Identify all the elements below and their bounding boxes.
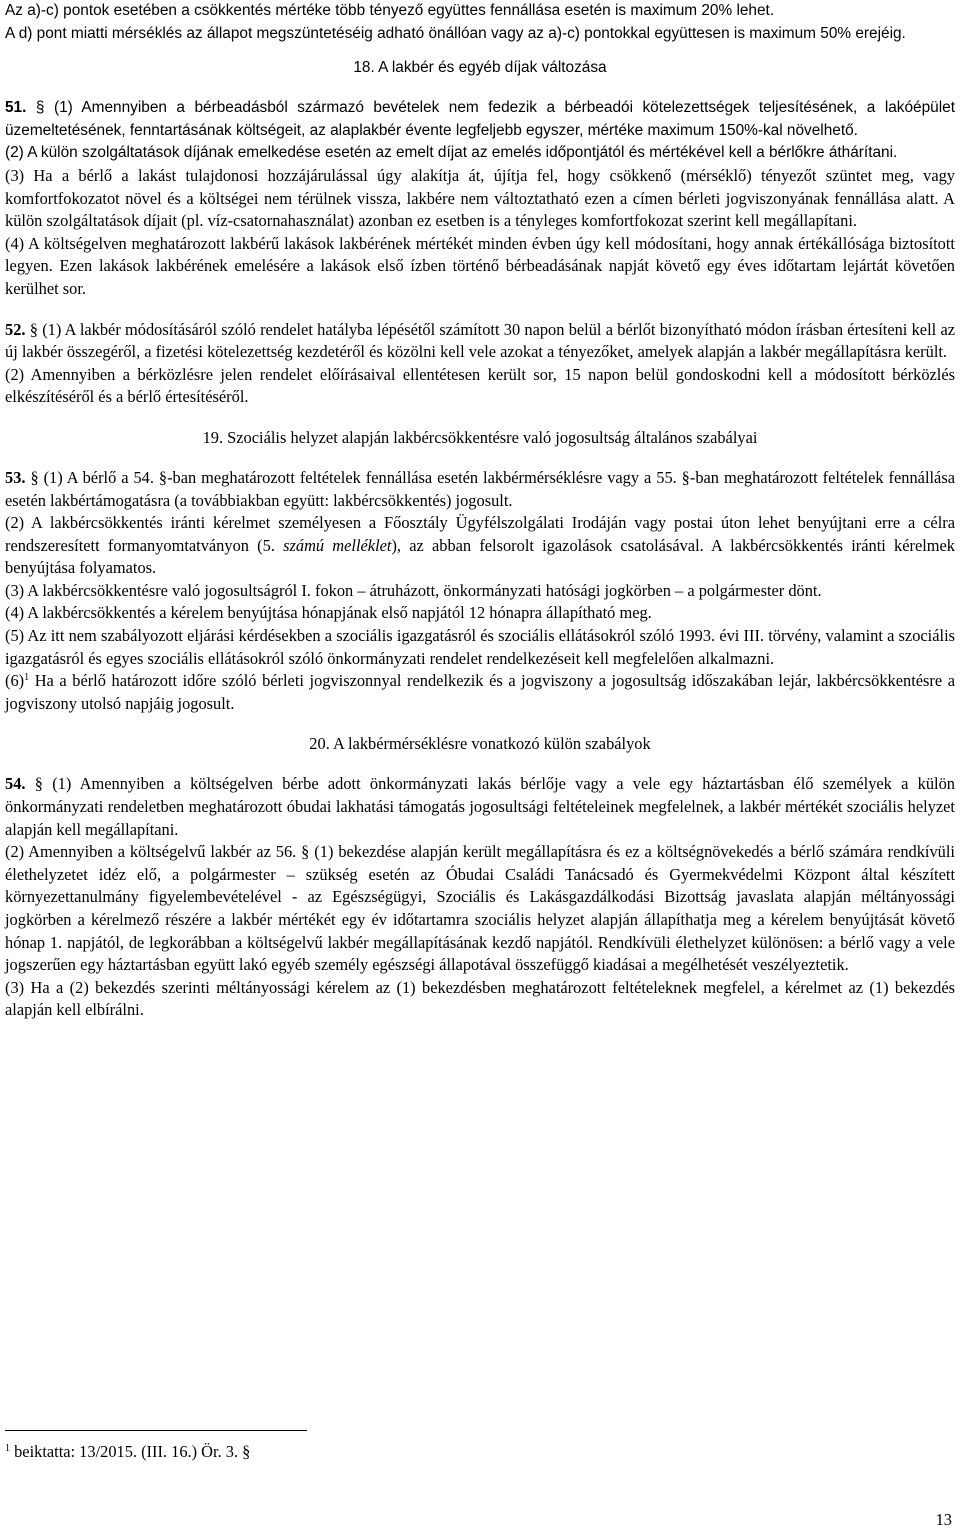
section-number-53: 53. [5,467,26,487]
paragraph-intro-2: A d) pont miatti mérséklés az állapot megszüntetéséig adható önállóan vagy az a)-c) pontokkal együttesen is maximum 50% erejéig. [5,24,906,42]
paragraph-53-2-text-a: (2) A lakbércsökkentés iránti kérelmet személyesen a Főosztály Ügyfélszolgálati Irodáján vagy postai úton lehet benyújtani erre a célra rendszeresített formanyomtatványon (5. [5,513,955,555]
paragraph-53-6-label: (6) [5,671,25,691]
paragraph-52-1 [5,319,955,364]
section-heading-18: 18. A lakbér és egyéb díjak változása [353,59,607,77]
section-heading-19: 19. Szociális helyzet alapján lakbércsökkentésre való jogosultság általános szabályai [202,427,758,447]
paragraph-53-3: (3) A lakbércsökkentésre való jogosultságról I. fokon – átruházott, önkormányzati hatósági jogkörben – a polgármester dönt. [5,580,822,600]
annex-reference: számú melléklet [283,535,392,555]
paragraph-51-3: (3) Ha a bérlő a lakást tulajdonosi hozzájárulással úgy alakítja át, újítja fel, hogy csökkenő (mérséklő) tényezőt szüntet meg, vagy komfortfokozatot növel és a költségei nem térülnek vissza, lakbére nem változtatható ezen a címen bérleti jogviszonyának fennállása alatt. A külön szolgáltatások díjait (pl. víz-csatornahasználat) azonban ez esetben is a tényleges komfortfokozat szerint kell megállapítani. [5,165,955,231]
footnote-marker: 1 [5,1443,10,1454]
paragraph-53-5: (5) Az itt nem szabályozott eljárási kérdésekben a szociális igazgatásról és szociális ellátásokról szóló 1993. évi III. törvény, valamint a szociális igazgatásról és egyes szociális ellátásokról szóló önkormányzati rendelet rendelkezéseit kell megfelelően alkalmazni. [5,626,955,668]
paragraph-51-2: (2) A külön szolgáltatások díjának emelkedése esetén az emelt díjat az emelés időpontjától és mértékével kell a bérlőkre áthárítani. [5,144,898,162]
paragraph-54-1 [5,773,955,841]
footnote-text: beiktatta: 13/2015. (III. 16.) Ör. 3. § [10,1442,251,1461]
footnote-reference[interactable]: 1 [24,672,30,684]
paragraph-53-1 [5,467,955,512]
paragraph-53-6 [5,670,955,715]
paragraph-53-1-text: § (1) A bérlő a 54. §-ban meghatározott feltételek fennállása esetén lakbérmérséklésre vagy a 55. §-ban meghatározott feltételek fennállása esetén lakbértámogatásra (a továbbiakban együtt: lakbércsökkentés) jogosult. [5,467,955,510]
section-heading-20: 20. A lakbérmérséklésre vonatkozó külön szabályok [309,734,651,754]
paragraph-54-3: (3) Ha a (2) bekezdés szerinti méltányossági kérelem az (1) bekezdésben meghatározott feltételeknek megfelel, a kérelmet az (1) bekezdés alapján kell elbírálni. [5,977,955,1020]
footnote [5,1441,250,1464]
paragraph-54-2: (2) Amennyiben a költségelvű lakbér az 56. § (1) bekezdése alapján került megállapításra és ez a költségnövekedés a bérlő számára rendkívüli élethelyzetet idéz elő, a polgármester – szükség esetén az Óbudai Családi Tanácsadó és Gyermekvédelmi Központ által készített környezettanulmány figyelembevételével - az Egészségügyi, Szociális és Lakásgazdálkodási Bizottság javaslata alapján méltányossági jogkörben a kérelmező részére a lakbér mértékét egy év időtartamra szociális helyzet alapján állapíthatja meg a kérelem benyújtását követő hónap 1. napjától, de legkorábban a költségelvű lakbér megállapításának kezdő napjától. Rendkívüli élethelyzet különösen: a bérlő vagy a vele jogszerűen egy háztartásban együtt lakó egyéb személy egészségi állapotával összefüggő kiadásai a megélhetését veszélyeztetik. [5,842,955,975]
section-number-51: 51. [5,99,27,117]
section-number-54: 54. [5,774,26,794]
paragraph-54-1-text: § (1) Amennyiben a költségelven bérbe adott önkormányzati lakás bérlője vagy a vele egy háztartásban élő személyek a külön önkormányzati rendeletben meghatározott óbudai lakhatási támogatás jogosultsági feltételeinek megfelelnek, a lakbér mértékét szociális helyzet alapján kell megállapítani. [5,774,955,839]
paragraph-intro-1: Az a)-c) pontok esetében a csökkentés mértéke több tényező együttes fennállása esetén is maximum 20% lehet. [5,2,775,19]
section-number-52: 52. [5,319,26,339]
paragraph-53-2-text-b: ), az abban felsorolt igazolások csatolásával. A lakbércsökkentés iránti kérelmek benyújtása folyamatos. [5,535,955,578]
document-page [5,0,955,1022]
paragraph-52-1-text: § (1) A lakbér módosításáról szóló rendelet hatályba lépésétől számított 30 napon belül a bérlőt bizonyítható módon írásban értesíteni kell az új lakbér összegéről, a fizetési kötelezettség kezdetéről és közölni kell vele azokat a tényezőket, amelyek alapján a lakbér megállapításra került. [5,319,955,362]
paragraph-51-1-text: § (1) Amennyiben a bérbeadásból származó bevételek nem fedezik a bérbeadói kötelezettségek teljesítésének, a lakóépület üzemeltetésének, fenntartásának költségeit, az alaplakbér évente legfeljebb egyszer, mértéke maximum 150%-kal növelhető. [5,99,955,139]
footnote-separator [5,1430,307,1431]
paragraph-52-2: (2) Amennyiben a bérközlésre jelen rendelet előírásaival ellentétesen került sor, 15 napon belül gondoskodni kell a módosított bérközlés elkészítéséről és a bérlő értesítéséről. [5,364,955,407]
paragraph-53-4: (4) A lakbércsökkentés a kérelem benyújtása hónapjának első napjától 12 hónapra állapítható meg. [5,603,652,623]
paragraph-53-6-text: Ha a bérlő határozott időre szóló bérleti jogviszonnyal rendelkezik és a jogviszony a jogosultság időszakában lejár, lakbércsökkentésre a jogviszony utolsó napjáig jogosult. [5,671,955,713]
paragraph-51-4: (4) A költségelven meghatározott lakbérű lakások lakbérének mértékét minden évben úgy kell módosítani, hogy annak értékállósága biztosított legyen. Ezen lakások lakbérének emelésére a lakások első ízben történő bérbeadásának napját követő egy éves időtartam lejártát követően kerülhet sor. [5,233,955,298]
paragraph-51-1 [5,97,955,142]
paragraph-53-2 [5,512,955,580]
page-number: 13 [935,1510,952,1529]
